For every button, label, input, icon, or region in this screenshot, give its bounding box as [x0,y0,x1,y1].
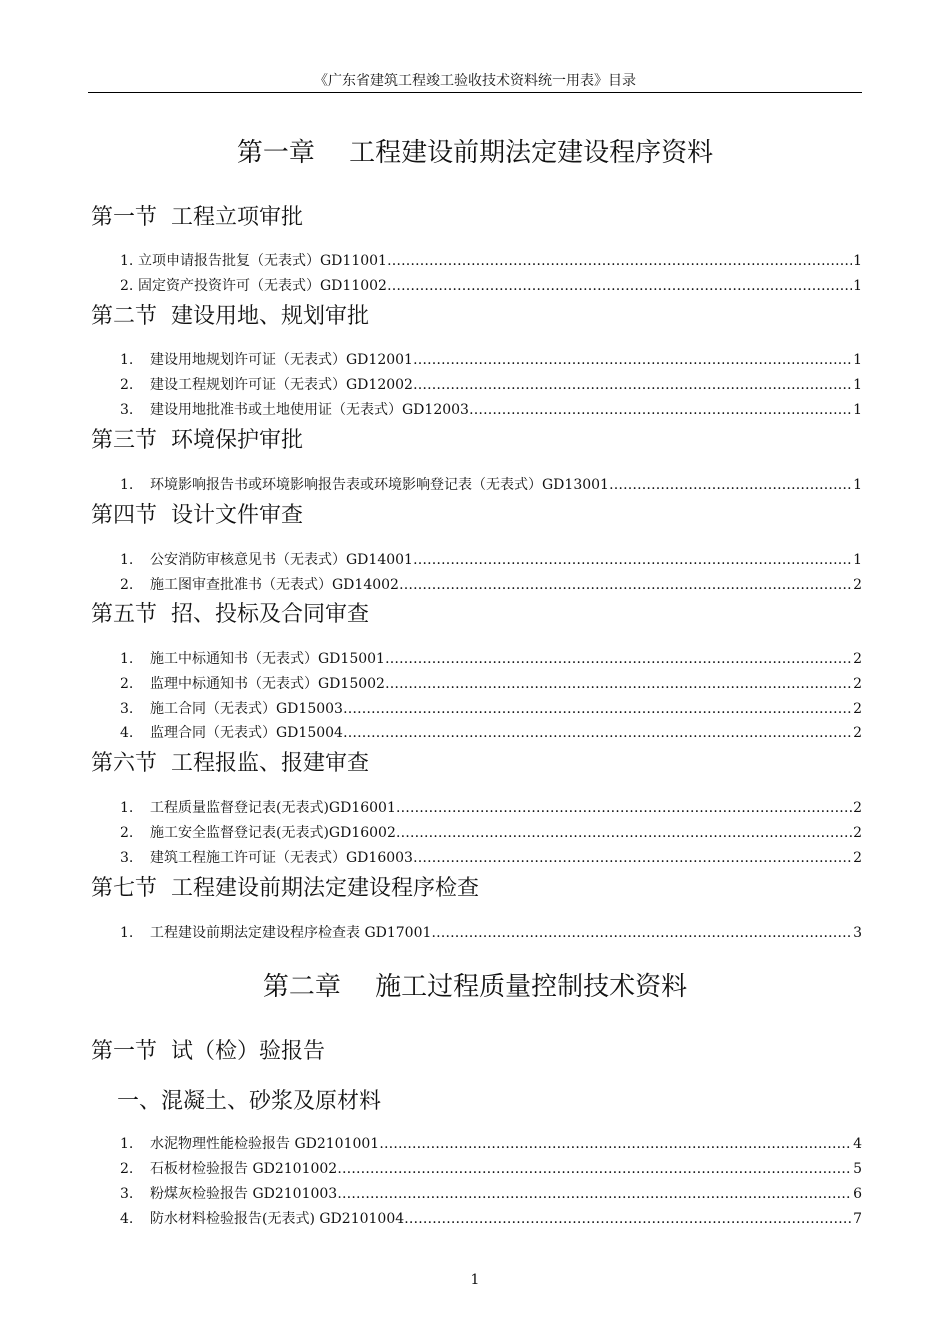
toc-leader [396,800,852,818]
toc-title: 施工中标通知书（无表式）GD15001 [150,651,385,667]
toc-leader [337,1161,852,1179]
toc-leader [413,352,852,370]
toc-page: 2 [853,577,862,593]
toc-entry[interactable] [120,1158,862,1178]
toc-leader [399,577,852,595]
toc-number: 4. [120,1211,134,1227]
toc-number: 3. [120,701,134,717]
toc-title: 监理合同（无表式）GD15004 [150,725,343,741]
toc-number: 1. [120,1136,134,1152]
toc-page: 2 [853,676,862,692]
toc-title: 施工图审查批准书（无表式）GD14002 [150,577,399,593]
toc-page: 1 [853,278,862,294]
toc-page: 1 [853,352,862,368]
toc-title: 施工安全监督登记表(无表式)GD16002 [150,825,396,841]
toc-leader [343,701,852,719]
page-number: 1 [470,1272,480,1288]
toc-title: 石板材检验报告 GD2101002 [150,1161,338,1177]
toc-number: 3. [120,1186,134,1202]
toc-number: 2. [120,1161,134,1177]
toc-title: 粉煤灰检验报告 GD2101003 [150,1186,338,1202]
toc-entry[interactable] [120,1133,862,1153]
section-1-4-title: 第四节 设计文件审查 [91,503,303,528]
toc-leader [337,1186,852,1204]
toc-title: 工程建设前期法定建设程序检查表 GD17001 [150,925,432,941]
section-1-7-title: 第七节 工程建设前期法定建设程序检查 [91,876,479,901]
toc-entry[interactable] [120,922,862,942]
toc-leader [385,651,852,669]
toc-page: 4 [853,1136,862,1152]
toc-page: 6 [853,1186,862,1202]
toc-page: 2 [853,725,862,741]
toc-entry[interactable] [120,574,862,594]
header-rule [88,92,862,93]
toc-entry[interactable] [120,1208,862,1228]
toc-number: 2. [120,676,134,692]
toc-title: 环境影响报告书或环境影响报告表或环境影响登记表（无表式）GD13001 [150,477,609,493]
toc-number: 2. [120,825,134,841]
toc-title: 水泥物理性能检验报告 GD2101001 [150,1136,380,1152]
toc-number: 1. [120,552,134,568]
chapter-1-title: 第一章 工程建设前期法定建设程序资料 [236,138,714,168]
toc-entry[interactable] [120,250,862,270]
toc-leader [387,253,852,271]
toc-entry[interactable] [120,1183,862,1203]
toc-number: 2. [120,278,134,294]
toc-leader [404,1211,852,1229]
toc-number: 1. [120,800,134,816]
toc-leader [396,825,852,843]
toc-leader [343,725,852,743]
toc-page: 1 [853,552,862,568]
toc-title: 固定资产投资许可（无表式）GD11002 [138,278,387,294]
toc-leader [413,850,852,868]
toc-entry[interactable] [120,474,862,494]
toc-title: 建设用地批准书或土地使用证（无表式）GD12003 [150,402,469,418]
toc-page: 2 [853,800,862,816]
toc-page: 1 [853,253,862,269]
section-2-1-title: 第一节 试（检）验报告 [91,1039,325,1064]
toc-number: 2. [120,577,134,593]
toc-entry[interactable] [120,698,862,718]
toc-page: 5 [853,1161,862,1177]
toc-page: 3 [853,925,862,941]
toc-entry[interactable] [120,722,862,742]
toc-title: 立项申请报告批复（无表式）GD11001 [138,253,387,269]
toc-leader [431,925,852,943]
toc-number: 3. [120,850,134,866]
toc-entry[interactable] [120,822,862,842]
toc-number: 1. [120,477,134,493]
toc-page: 1 [853,402,862,418]
toc-leader [413,552,852,570]
toc-entry[interactable] [120,374,862,394]
toc-leader [609,477,852,495]
chapter-2-title: 第二章 施工过程质量控制技术资料 [262,972,688,1002]
toc-number: 1. [120,651,134,667]
toc-leader [379,1136,852,1154]
toc-number: 1. [120,253,134,269]
section-1-3-title: 第三节 环境保护审批 [91,428,303,453]
toc-title: 防水材料检验报告(无表式) GD2101004 [150,1211,405,1227]
section-1-5-title: 第五节 招、投标及合同审查 [91,602,369,627]
toc-title: 监理中标通知书（无表式）GD15002 [150,676,385,692]
toc-entry[interactable] [120,275,862,295]
toc-leader [469,402,852,420]
toc-entry[interactable] [120,648,862,668]
toc-page: 2 [853,825,862,841]
running-header: 《广东省建筑工程竣工验收技术资料统一用表》目录 [314,73,636,89]
toc-number: 2. [120,377,134,393]
section-1-1-title: 第一节 工程立项审批 [91,205,303,230]
toc-entry[interactable] [120,673,862,693]
subsection-title: 一、混凝土、砂浆及原材料 [117,1089,382,1114]
toc-leader [387,278,852,296]
toc-page: 2 [853,701,862,717]
toc-entry[interactable] [120,399,862,419]
toc-leader [413,377,852,395]
toc-entry[interactable] [120,797,862,817]
section-1-6-title: 第六节 工程报监、报建审查 [91,751,369,776]
toc-page: 2 [853,651,862,667]
toc-title: 建设用地规划许可证（无表式）GD12001 [150,352,413,368]
toc-title: 建筑工程施工许可证（无表式）GD16003 [150,850,413,866]
toc-title: 建设工程规划许可证（无表式）GD12002 [150,377,413,393]
toc-page: 7 [853,1211,862,1227]
toc-title: 施工合同（无表式）GD15003 [150,701,343,717]
toc-entry[interactable] [120,847,862,867]
toc-number: 3. [120,402,134,418]
toc-number: 1. [120,925,134,941]
toc-entry[interactable] [120,349,862,369]
toc-number: 1. [120,352,134,368]
toc-number: 4. [120,725,134,741]
toc-entry[interactable] [120,549,862,569]
section-1-2-title: 第二节 建设用地、规划审批 [91,304,369,329]
toc-page: 2 [853,850,862,866]
toc-page: 1 [853,477,862,493]
toc-leader [385,676,852,694]
toc-page: 1 [853,377,862,393]
toc-title: 公安消防审核意见书（无表式）GD14001 [150,552,413,568]
toc-title: 工程质量监督登记表(无表式)GD16001 [150,800,396,816]
